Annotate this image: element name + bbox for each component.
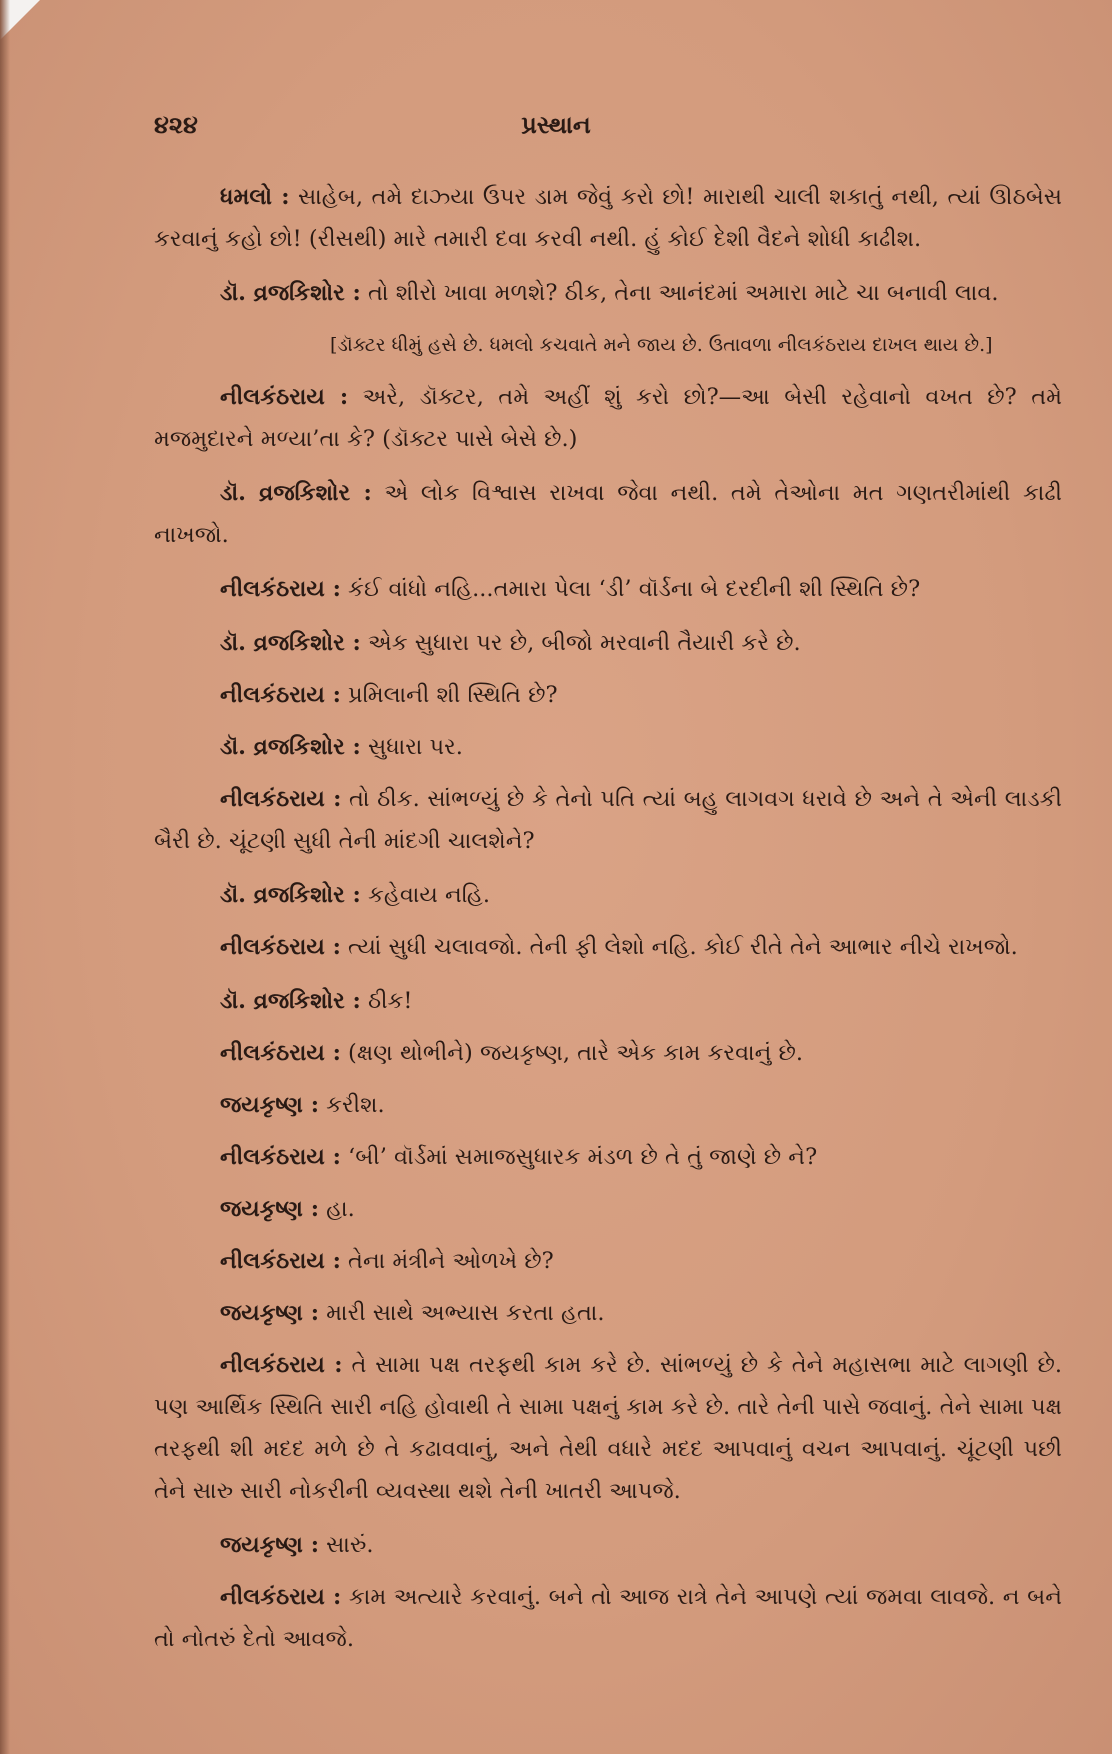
speaker-name: જયકૃષ્ણ :	[220, 1300, 320, 1326]
dialogue-text: સુધારા પર.	[360, 734, 463, 760]
dialogue-paragraph	[154, 1240, 1062, 1282]
dialogue-text: સાહેબ, તમે દાઝ્યા ઉપર ડામ જેવું કરો છો! મારાથી ચાલી શકાતું નથી, ત્યાં ઊઠબેસ કરવાનું કહો છો! (રીસથી) મારે તમારી દવા કરવી નથી. હું કોઈ દેશી વૈદને શોધી કાઢીશ.	[154, 184, 1062, 252]
dialogue-text: કરીશ.	[319, 1092, 385, 1118]
speaker-name: ડૉ. વ્રજકિશોર :	[220, 480, 372, 506]
dialogue-paragraph	[154, 472, 1062, 556]
running-title: પ્રસ્થાન	[521, 110, 591, 139]
dialogue-text: ઠીક!	[360, 988, 413, 1014]
dialogue-paragraph	[154, 926, 1062, 968]
dialogue-text: ત્યાં સુધી ચલાવજો. તેની ફી લેશો નહિ. કોઈ રીતે તેને આભાર નીચે રાખજો.	[340, 934, 1018, 960]
dialogue-text: એ લોક વિશ્વાસ રાખવા જેવા નથી. તમે તેઓના મત ગણતરીમાંથી કાઢી નાખજો.	[154, 480, 1062, 548]
dialogue-paragraph	[154, 1576, 1062, 1660]
dialogue-paragraph	[154, 674, 1062, 716]
speaker-name: નીલકંઠરાય :	[220, 384, 349, 410]
speaker-name: નીલકંઠરાય :	[220, 786, 342, 812]
stage-direction: [ડૉક્ટર ધીમું હસે છે. ધમલો કચવાતે મને જાય છે. ઉતાવળા નીલકંઠરાય દાખલ થાય છે.]	[330, 334, 993, 356]
speaker-name: ડૉ. વ્રજકિશોર :	[220, 734, 361, 760]
dialogue-text: કહેવાય નહિ.	[360, 882, 490, 908]
page-body	[154, 176, 1062, 1672]
speaker-name: નીલકંઠરાય :	[220, 934, 341, 960]
page-edge-shadow	[0, 0, 10, 1754]
speaker-name: નીલકંઠરાય :	[220, 1144, 341, 1170]
speaker-name: ડૉ. વ્રજકિશોર :	[220, 882, 361, 908]
speaker-name: જયકૃષ્ણ :	[220, 1532, 320, 1558]
speaker-name: નીલકંઠરાય :	[220, 1248, 341, 1274]
speaker-name: નીલકંઠરાય :	[220, 1040, 341, 1066]
dialogue-text: પ્રમિલાની શી સ્થિતિ છે?	[340, 682, 558, 708]
dialogue-text: તે સામા પક્ષ તરફથી કામ કરે છે. સાંભળ્યું છે કે તેને મહાસભા માટે લાગણી છે. પણ આર્થિક સ્થિતિ સારી નહિ હોવાથી તે સામા પક્ષનું કામ કરે છે. તારે તેની પાસે જવાનું. તેને સામા પક્ષ તરફથી શી મદદ મળે છે તે કઢાવવાનું, અને તેથી વધારે મદદ આપવાનું વચન આપવાનું. ચૂંટણી પછી તેને સારુ સારી નોકરીની વ્યવસ્થા થશે તેની ખાતરી આપજે.	[154, 1352, 1062, 1504]
dialogue-text: એક સુધારા પર છે, બીજો મરવાની તૈયારી કરે છે.	[360, 630, 801, 656]
dialogue-text: ‘બી’ વૉર્ડમાં સમાજસુધારક મંડળ છે તે તું જાણે છે ને?	[340, 1144, 818, 1170]
dialogue-text: કંઈ વાંધો નહિ...તમારા પેલા ‘ડી’ વૉર્ડના બે દરદીની શી સ્થિતિ છે?	[340, 576, 921, 602]
dialogue-paragraph	[154, 1524, 1062, 1566]
dialogue-paragraph	[154, 176, 1062, 260]
dialogue-text: તો શીરો ખાવા મળશે? ઠીક, તેના આનંદમાં અમારા માટે ચા બનાવી લાવ.	[360, 280, 999, 306]
dialogue-text: હા.	[319, 1196, 355, 1222]
speaker-name: નીલકંઠરાય :	[220, 1352, 343, 1378]
dialogue-text: કામ અત્યારે કરવાનું. બને તો આજ રાત્રે તેને આપણે ત્યાં જમવા લાવજે. ન બને તો નોતરું દેતો આવજે.	[154, 1584, 1062, 1652]
dialogue-text: સારું.	[319, 1532, 374, 1558]
page-number: ૪૨૪	[154, 110, 198, 139]
page-header	[154, 110, 958, 150]
speaker-name: જયકૃષ્ણ :	[220, 1092, 320, 1118]
speaker-name: ડૉ. વ્રજકિશોર :	[220, 630, 361, 656]
dialogue-paragraph	[154, 1344, 1062, 1512]
dialogue-paragraph	[154, 980, 1062, 1022]
dialogue-text: (ક્ષણ થોભીને) જયકૃષ્ણ, તારે એક કામ કરવાનું છે.	[340, 1040, 804, 1066]
speaker-name: ધમલો :	[220, 184, 290, 210]
speaker-name: નીલકંઠરાય :	[220, 682, 341, 708]
dialogue-text: મારી સાથે અભ્યાસ કરતા હતા.	[319, 1300, 605, 1326]
dialogue-paragraph	[154, 778, 1062, 862]
dialogue-paragraph	[154, 1084, 1062, 1126]
dialogue-paragraph	[154, 376, 1062, 460]
speaker-name: નીલકંઠરાય :	[220, 576, 341, 602]
dialogue-text: તેના મંત્રીને ઓળખે છે?	[340, 1248, 554, 1274]
speaker-name: ડૉ. વ્રજકિશોર :	[220, 280, 361, 306]
dialogue-paragraph	[154, 1032, 1062, 1074]
speaker-name: ડૉ. વ્રજકિશોર :	[220, 988, 361, 1014]
dialogue-paragraph	[154, 874, 1062, 916]
dialogue-paragraph	[154, 622, 1062, 664]
dialogue-paragraph	[154, 1136, 1062, 1178]
speaker-name: નીલકંઠરાય :	[220, 1584, 342, 1610]
dialogue-paragraph	[154, 568, 1062, 610]
dialogue-text: અરે, ડૉક્ટર, તમે અહીં શું કરો છો?—આ બેસી રહેવાનો વખત છે? તમે મજમુદારને મળ્યા’તા કે? (ડૉક્ટર પાસે બેસે છે.)	[154, 384, 1062, 452]
speaker-name: જયકૃષ્ણ :	[220, 1196, 320, 1222]
dialogue-paragraph	[154, 1292, 1062, 1334]
dialogue-paragraph	[154, 1188, 1062, 1230]
dialogue-paragraph	[154, 726, 1062, 768]
dialogue-paragraph	[154, 272, 1062, 314]
dialogue-text: તો ઠીક. સાંભળ્યું છે કે તેનો પતિ ત્યાં બહુ લાગવગ ધરાવે છે અને તે એની લાડકી બૈરી છે. ચૂંટણી સુધી તેની માંદગી ચાલશેને?	[154, 786, 1062, 854]
